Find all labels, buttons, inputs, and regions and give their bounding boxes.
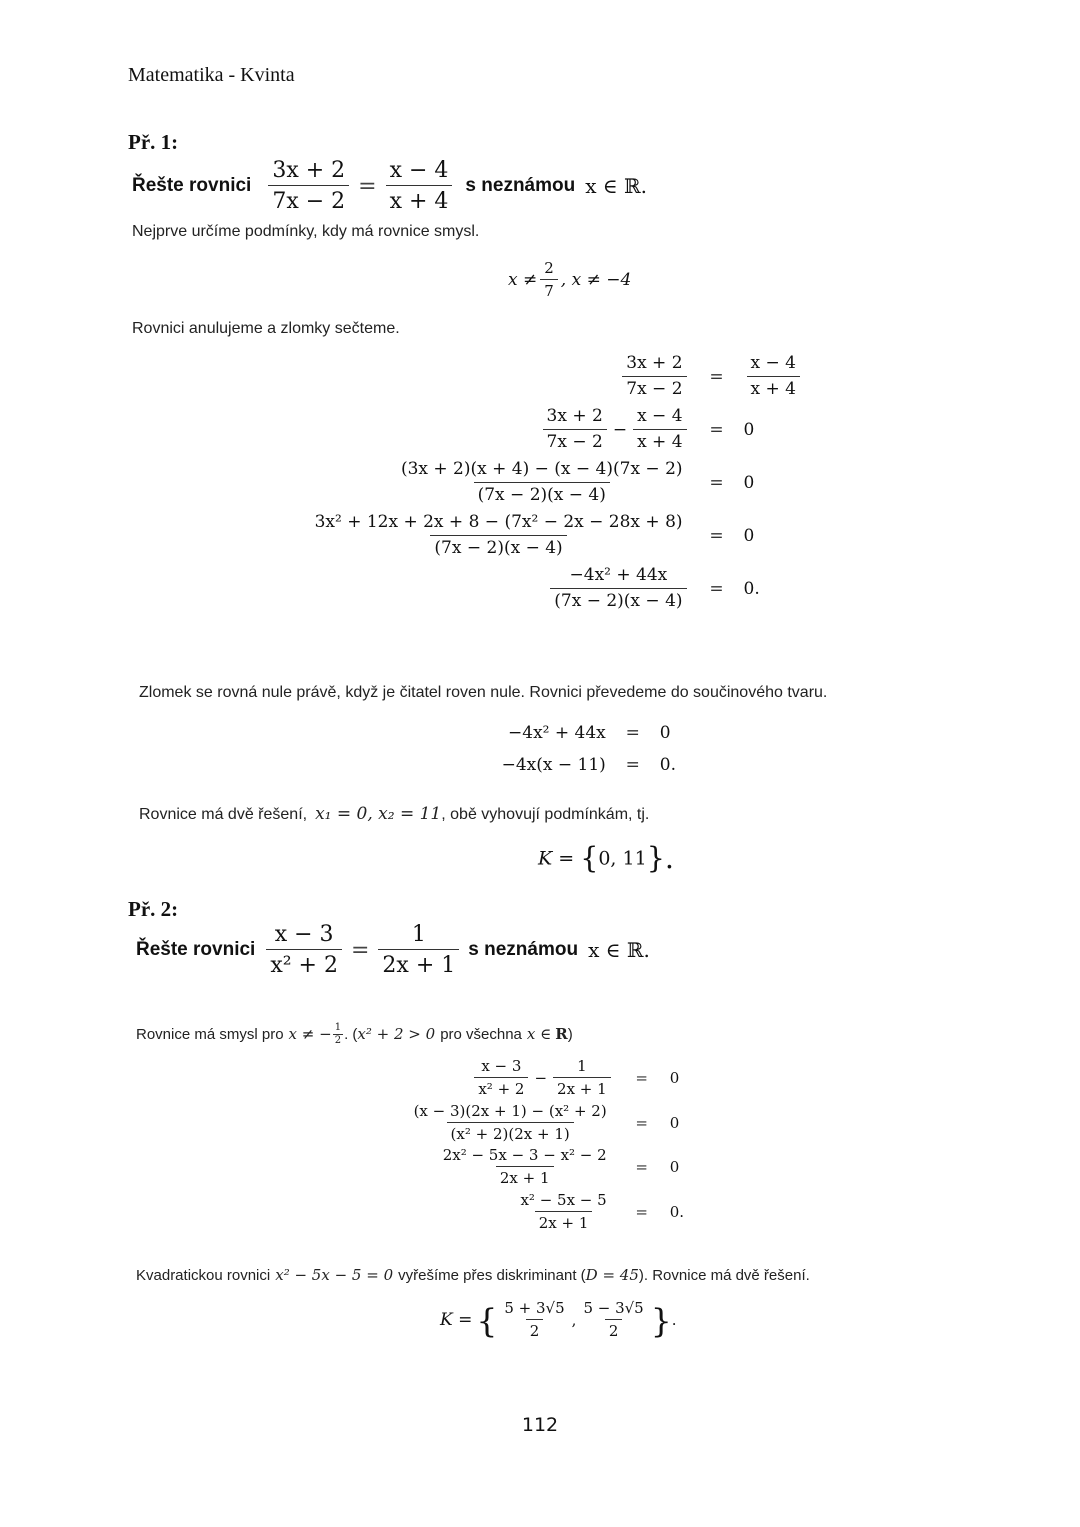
fraction-numerator: 2 — [544, 259, 554, 277]
fraction-numerator: x − 3 — [274, 922, 334, 947]
minus-operator: − — [612, 419, 628, 440]
example-1-derivation — [308, 354, 803, 611]
equals-sign: = — [709, 578, 724, 599]
derivation-row-rhs: 0 — [659, 723, 671, 743]
brace-close: }. — [646, 842, 674, 875]
task-domain: x ∈ ℝ. — [588, 938, 650, 963]
fraction-denominator: 7x − 2 — [622, 376, 686, 400]
fraction-numerator: 3x² + 12x + 2x + 8 − (7x² − 2x − 28x + 8) — [314, 512, 683, 533]
fraction-denominator: x² + 2 — [474, 1077, 528, 1098]
task-suffix: s neznámou — [468, 939, 579, 961]
conditions-text: pro všechna — [440, 1025, 522, 1043]
fraction — [550, 566, 686, 611]
fraction-denominator: 7x − 2 — [543, 429, 607, 453]
result-values: 0, 11 — [598, 847, 647, 870]
task-prefix: Řešte rovnici — [132, 175, 252, 197]
conditions-formula — [508, 260, 631, 301]
conditions-text: . ( — [344, 1025, 358, 1043]
example-2-task — [136, 922, 650, 979]
derivation-row-lhs — [407, 1058, 614, 1099]
fraction-numerator: (3x + 2)(x + 4) − (x − 4)(7x − 2) — [400, 459, 683, 480]
derivation-row-rhs: 0 — [669, 1113, 680, 1132]
fraction-numerator: 3x + 2 — [546, 406, 603, 427]
fraction-numerator: (x − 3)(2x + 1) − (x² + 2) — [413, 1101, 607, 1120]
fraction-denominator: 2x + 1 — [378, 949, 459, 978]
equals-sign: = — [358, 173, 377, 199]
fraction-numerator: 5 + 3√5 — [504, 1299, 565, 1317]
fraction — [622, 354, 686, 399]
fraction-denominator: x + 4 — [386, 185, 453, 214]
fraction — [474, 1058, 528, 1099]
half-fraction — [333, 1022, 343, 1046]
derivation-row-rhs: 0. — [659, 755, 676, 775]
fraction-numerator: x − 4 — [389, 158, 449, 183]
derivation-row-rhs: 0 — [669, 1069, 680, 1088]
fraction-denominator: (x² + 2)(2x + 1) — [447, 1122, 574, 1143]
conditions-text: Rovnice má smysl pro — [136, 1025, 284, 1043]
quadratic-text-part: Kvadratickou rovnici — [136, 1267, 271, 1284]
fraction — [516, 1192, 610, 1233]
equals-sign: = — [625, 723, 640, 743]
derivation-row-lhs — [407, 1192, 614, 1233]
equals-sign: = — [709, 525, 724, 546]
fraction-numerator: 2x² − 5x − 3 − x² − 2 — [442, 1146, 607, 1164]
derivation-row-lhs — [308, 354, 690, 399]
conditions-math: x ∈ — [526, 1025, 552, 1043]
derivation-row-rhs: 0 — [743, 419, 755, 440]
brace-open: { — [580, 842, 599, 875]
derivation-row-rhs: 0 — [743, 472, 755, 493]
derivation-row-rhs: 0. — [743, 578, 760, 599]
derivation-row-lhs — [308, 513, 690, 558]
brace-close: } — [650, 1300, 672, 1340]
quadratic-text-part: vyřešíme přes diskriminant ( — [398, 1267, 586, 1284]
solution-2-fraction — [579, 1300, 647, 1341]
fraction-numerator: 1 — [577, 1057, 587, 1075]
equals-sign: = — [635, 1158, 648, 1177]
fraction-numerator: 1 — [411, 922, 426, 947]
derivation-row-lhs: −4x² + 44x — [508, 723, 606, 743]
fraction-numerator: 1 — [334, 1022, 342, 1033]
task-suffix: s neznámou — [465, 175, 576, 197]
example-2-result — [440, 1300, 677, 1341]
fraction-denominator: 2 — [334, 1034, 342, 1046]
fraction-denominator: x + 4 — [633, 429, 686, 453]
product-form-derivation — [502, 723, 676, 775]
equals-sign: = — [635, 1202, 648, 1221]
example-2-derivation — [407, 1058, 684, 1232]
fraction-denominator: 7x − 2 — [268, 185, 349, 214]
equals-sign: = — [709, 472, 724, 493]
condition-lead: x ≠ — [508, 270, 538, 291]
fraction-numerator: 5 − 3√5 — [583, 1299, 644, 1317]
fraction-numerator: x − 3 — [481, 1057, 522, 1075]
task-rhs-fraction — [386, 158, 453, 215]
fraction — [410, 1103, 611, 1144]
task-rhs-fraction — [378, 922, 459, 979]
derivation-row-rhs — [744, 354, 803, 399]
conditions-text: Nejprve určíme podmínky, kdy má rovnice smysl. — [132, 223, 480, 240]
example-2-conditions — [136, 1022, 573, 1046]
task-lhs-fraction — [266, 922, 342, 979]
task-lhs-fraction — [268, 158, 349, 215]
derivation-row-lhs — [407, 1103, 614, 1144]
solutions-text-after: , obě vyhovují podmínkám, tj. — [441, 806, 650, 823]
fraction — [311, 513, 687, 558]
derivation-row-lhs — [308, 407, 690, 452]
fraction-numerator: −4x² + 44x — [569, 565, 668, 586]
fraction-numerator: x − 4 — [637, 406, 683, 427]
fraction-numerator: 3x + 2 — [272, 158, 346, 183]
fraction-numerator: x − 4 — [750, 353, 796, 373]
solutions-line — [139, 804, 649, 824]
fraction-denominator: (7x − 2)(x − 4) — [430, 535, 566, 559]
equals-sign: = — [625, 755, 640, 775]
equals-sign: = — [350, 937, 370, 963]
conditions-text: ) — [567, 1025, 573, 1043]
solutions-text: Rovnice má dvě řešení, — [139, 806, 308, 823]
result-label: K = — [538, 847, 575, 870]
equals-sign: = — [709, 419, 724, 440]
discriminant-value: D = 45 — [585, 1266, 639, 1284]
solutions-values: x₁ = 0, x₂ = 11 — [315, 804, 442, 824]
example-1-task — [132, 158, 647, 215]
minus-operator: − — [534, 1069, 548, 1088]
fraction-numerator: x² − 5x − 5 — [520, 1190, 607, 1209]
task-prefix: Řešte rovnici — [136, 939, 256, 961]
fraction — [747, 354, 800, 399]
example-1-title: Př. 1: — [128, 130, 179, 154]
example-1-result — [538, 842, 674, 875]
separator: , — [571, 1311, 577, 1330]
fraction-denominator: 2x + 1 — [496, 1166, 554, 1187]
fraction-denominator: 2x + 1 — [535, 1211, 593, 1232]
derivation-row-lhs — [308, 460, 690, 505]
document-header-title: Matematika - Kvinta — [128, 64, 295, 86]
fraction-denominator: x² + 2 — [266, 949, 342, 978]
fraction — [633, 407, 686, 452]
solution-1-fraction — [500, 1300, 568, 1341]
fraction — [397, 460, 687, 505]
derivation-row-lhs — [407, 1147, 614, 1188]
real-numbers-symbol: R — [555, 1025, 568, 1043]
fraction-denominator: (7x − 2)(x − 4) — [550, 588, 686, 612]
fraction-denominator: 2x + 1 — [553, 1077, 611, 1098]
conditions-math: x ≠ − — [288, 1025, 332, 1043]
conditions-math: x² + 2 > 0 — [357, 1025, 436, 1043]
task-domain: x ∈ ℝ. — [585, 174, 648, 199]
fraction-denominator: (7x − 2)(x − 4) — [474, 482, 610, 506]
equals-sign: = — [635, 1069, 648, 1088]
quadratic-text-part: ). Rovnice má dvě řešení. — [638, 1267, 810, 1284]
condition-fraction — [540, 260, 558, 301]
fraction-denominator: 2 — [605, 1319, 623, 1340]
example-2-title: Př. 2: — [128, 897, 179, 921]
quadratic-text — [136, 1266, 810, 1284]
derivation-row-rhs: 0 — [669, 1158, 680, 1177]
derivation-row-lhs — [308, 566, 690, 611]
derivation-row-rhs: 0. — [669, 1202, 684, 1221]
zero-numerator-text: Zlomek se rovná nule právě, když je čitatel roven nule. Rovnici převedeme do součinového tvaru. — [139, 684, 828, 701]
quadratic-equation: x² − 5x − 5 = 0 — [275, 1266, 394, 1284]
brace-open: { — [476, 1300, 498, 1340]
equals-sign: = — [635, 1113, 648, 1132]
fraction — [543, 407, 607, 452]
period: . — [671, 1311, 677, 1330]
condition-trail: , x ≠ −4 — [560, 270, 632, 291]
page-number: 112 — [521, 1414, 559, 1436]
fraction-denominator: x + 4 — [747, 376, 800, 400]
fraction-numerator: 3x + 2 — [626, 353, 683, 373]
step-text: Rovnici anulujeme a zlomky sečteme. — [132, 320, 400, 337]
derivation-row-lhs: −4x(x − 11) — [501, 755, 606, 775]
result-label: K = — [440, 1310, 473, 1331]
fraction-denominator: 2 — [526, 1319, 544, 1340]
fraction — [439, 1147, 611, 1188]
fraction — [553, 1058, 611, 1099]
derivation-row-rhs: 0 — [743, 525, 755, 546]
fraction-denominator: 7 — [540, 279, 558, 300]
equals-sign: = — [709, 366, 724, 387]
